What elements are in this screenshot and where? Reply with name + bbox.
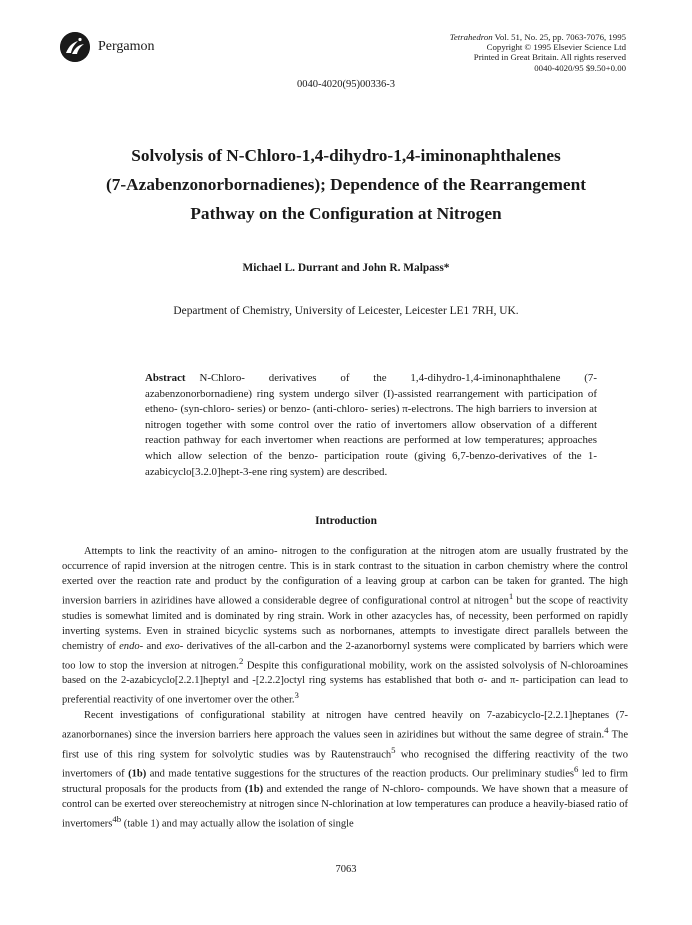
citation-ref: 3	[294, 690, 299, 701]
paper-title	[40, 141, 652, 228]
text-run: Attempts to link the reactivity of an amino- nitrogen to the configuration at the nitrogen atom are usually frustrated by the occurrence of rapid inversion at the nitrogen centre. This is in stark contrast to the situation in carbon chemistry where the control exerted over the reaction rate and product by the configuration of a leaving group at carbon can be taken for granted. The high inversion barriers in aziridines have allowed a considerable degree of configurational control at nitrogen	[62, 546, 628, 607]
journal-reference	[306, 32, 626, 42]
text-run: and	[143, 640, 166, 652]
authors: Michael L. Durrant and John R. Malpass*	[242, 262, 450, 274]
issn-line: 0040-4020/95 $9.50+0.00	[534, 62, 626, 73]
citation-ref: 5	[391, 744, 396, 755]
text-run: and made tentative suggestions for the structures of the reaction products. Our preliminary studies	[146, 768, 574, 780]
citation-ref: 2	[238, 655, 244, 666]
text-run: exo-	[165, 640, 184, 652]
text-run: Despite this configurational mobility, work on the assisted solvolysis of N-chloroamines based on the 2-azabicyclo[2.2.1]heptyl and -[2.2.2]octyl ring systems has established that both σ- and π- participation can lead to preferential reactivity of one invertomer over the other.	[62, 660, 629, 706]
paragraph	[62, 708, 628, 831]
pergamon-logo-icon	[60, 32, 90, 62]
title-line: Pathway on the Configuration at Nitrogen	[190, 204, 502, 223]
paragraph	[62, 544, 628, 708]
text-run: The first use of this ring system for solvolytic studies was by Rautenstrauch	[62, 729, 628, 761]
text-run: who recognised the differing reactivity of the two invertomers of	[62, 749, 628, 780]
text-run: derivatives of the all-carbon and the 2-azanorbornyl systems were complicated by barriers which were too low to stop the inversion at nitrogen.	[62, 640, 628, 672]
text-run: and extended the range of N-chloro- compounds. We have shown that a measure of control can be exerted over stereochemistry at nitrogen since N-chlorination at low temperatures can produce a heavily-biased ratio of invertomers	[62, 783, 628, 830]
citation-ref: 6	[573, 764, 579, 775]
document-id: 0040-4020(95)00336-3	[297, 79, 395, 90]
compound-label: (1b)	[244, 783, 264, 795]
title-line: Solvolysis of N-Chloro-1,4-dihydro-1,4-iminonaphthalenes	[131, 146, 561, 165]
journal-citation	[306, 32, 626, 73]
page-number: 7063	[335, 864, 357, 875]
copyright-line: Copyright © 1995 Elsevier Science Ltd	[486, 42, 626, 53]
text-run: but the scope of reactivity studies is somewhat limited and is dominated by ring strain. Work in other azacycles has, of necessity, been performed on rapidly inverting systems. Even in strained bicyclic systems such as norbornanes, attempts to investigate direct parallels between the chemistry of	[62, 595, 628, 652]
text-run: Recent investigations of configurational stability at nitrogen have centred heavily on 7-azabicyclo-[2.2.1]heptanes (7-azanorbornanes) since the inversion barriers here approach the values seen in aziridines but without the same degree of strain.	[62, 710, 628, 741]
title-line: (7-Azabenzonorbornadienes); Dependence of the Rearrangement	[106, 175, 586, 194]
affiliation: Department of Chemistry, University of Leicester, Leicester LE1 7RH, UK.	[173, 305, 519, 317]
text-run: (table 1) and may actually allow the isolation of single	[121, 818, 354, 830]
journal-volume: Vol. 51, No. 25, pp. 7063-7076, 1995	[492, 32, 626, 42]
abstract-label: Abstract	[145, 372, 186, 384]
journal-name: Tetrahedron	[449, 32, 493, 42]
publisher-name: Pergamon	[98, 39, 155, 54]
printed-line: Printed in Great Britain. All rights reserved	[473, 52, 626, 63]
text-run: led to firm structural proposals for the products from	[62, 768, 628, 795]
section-heading: Introduction	[315, 515, 377, 527]
citation-ref: 4	[604, 725, 609, 736]
citation-ref: 4b	[112, 813, 122, 824]
abstract	[145, 371, 597, 480]
citation-ref: 1	[508, 591, 514, 602]
abstract-text: N-Chloro- derivatives of the 1,4-dihydro-1,4-iminonaphthalene (7-azabenzonorbornadiene) ring system undergo silver (I)-assisted rearrangement with participation of etheno- (syn-chloro- series) or benzo- (anti-chloro- series) π-electrons. The high barriers to inversion at nitrogen together with some control over the ratio of invertomers allow observation of a different reaction pathway for each invertomer when reactions are performed at low temperatures; approaches which allow selection of the benzo- participation route (giving 6,7-benzo-derivatives of the 1-azabicyclo[3.2.0]hept-3-ene ring system) are described.	[145, 372, 597, 478]
body-text	[62, 544, 628, 831]
compound-label: (1b)	[128, 768, 147, 780]
text-run: endo-	[119, 640, 144, 652]
